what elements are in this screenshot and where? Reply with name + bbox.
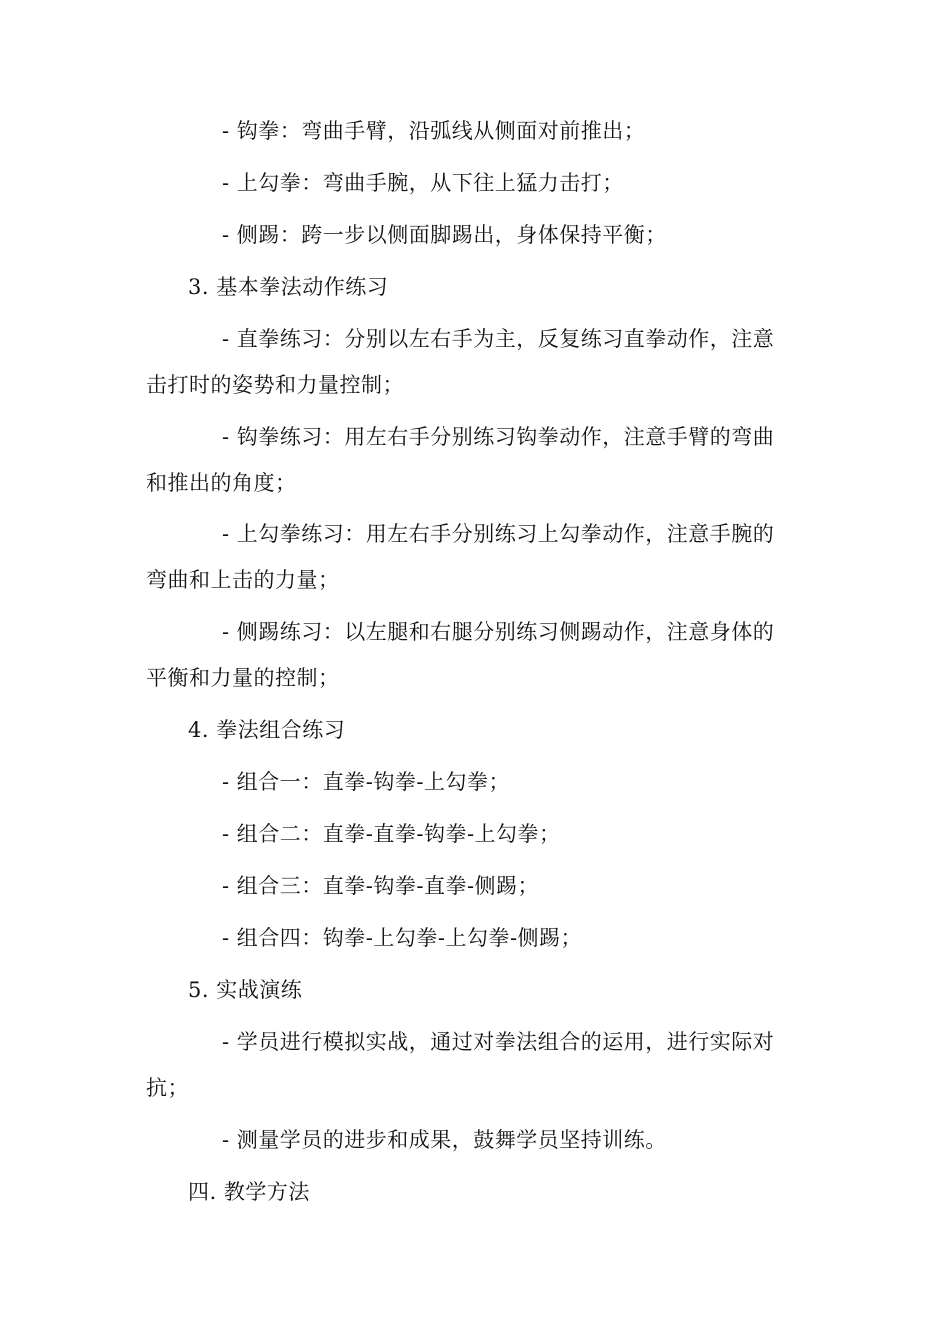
text-line: - 组合四：钩拳-上勾拳-上勾拳-侧踢；: [222, 926, 583, 950]
text-line: - 组合一：直拳-钩拳-上勾拳；: [222, 770, 510, 794]
text-line: 抗；: [146, 1076, 189, 1100]
text-line: - 测量学员的进步和成果，鼓舞学员坚持训练。: [222, 1128, 667, 1152]
section-heading: 5. 实战演练: [188, 978, 303, 1002]
text-line: - 侧踢练习：以左腿和右腿分别练习侧踢动作，注意身体的: [222, 620, 775, 644]
text-line: - 直拳练习：分别以左右手为主，反复练习直拳动作，注意: [222, 327, 775, 351]
text-line: - 组合三：直拳-钩拳-直拳-侧踢；: [222, 874, 540, 898]
text-line: - 上勾拳：弯曲手腕，从下往上猛力击打；: [222, 171, 624, 195]
section-heading: 4. 拳法组合练习: [188, 718, 346, 742]
text-line: - 侧踢：跨一步以侧面脚踢出，身体保持平衡；: [222, 223, 667, 247]
text-line: - 上勾拳练习：用左右手分别练习上勾拳动作，注意手腕的: [222, 522, 775, 546]
section-heading: 四. 教学方法: [188, 1180, 310, 1204]
text-line: 平衡和力量的控制；: [146, 666, 340, 690]
section-heading: 3. 基本拳法动作练习: [188, 275, 389, 299]
text-line: 击打时的姿势和力量控制；: [146, 373, 404, 397]
text-line: - 学员进行模拟实战，通过对拳法组合的运用，进行实际对: [222, 1030, 775, 1054]
text-line: - 组合二：直拳-直拳-钩拳-上勾拳；: [222, 822, 561, 846]
text-line: 弯曲和上击的力量；: [146, 568, 340, 592]
text-line: - 钩拳：弯曲手臂，沿弧线从侧面对前推出；: [222, 119, 646, 143]
text-line: - 钩拳练习：用左右手分别练习钩拳动作，注意手臂的弯曲: [222, 425, 775, 449]
text-line: 和推出的角度；: [146, 471, 297, 495]
